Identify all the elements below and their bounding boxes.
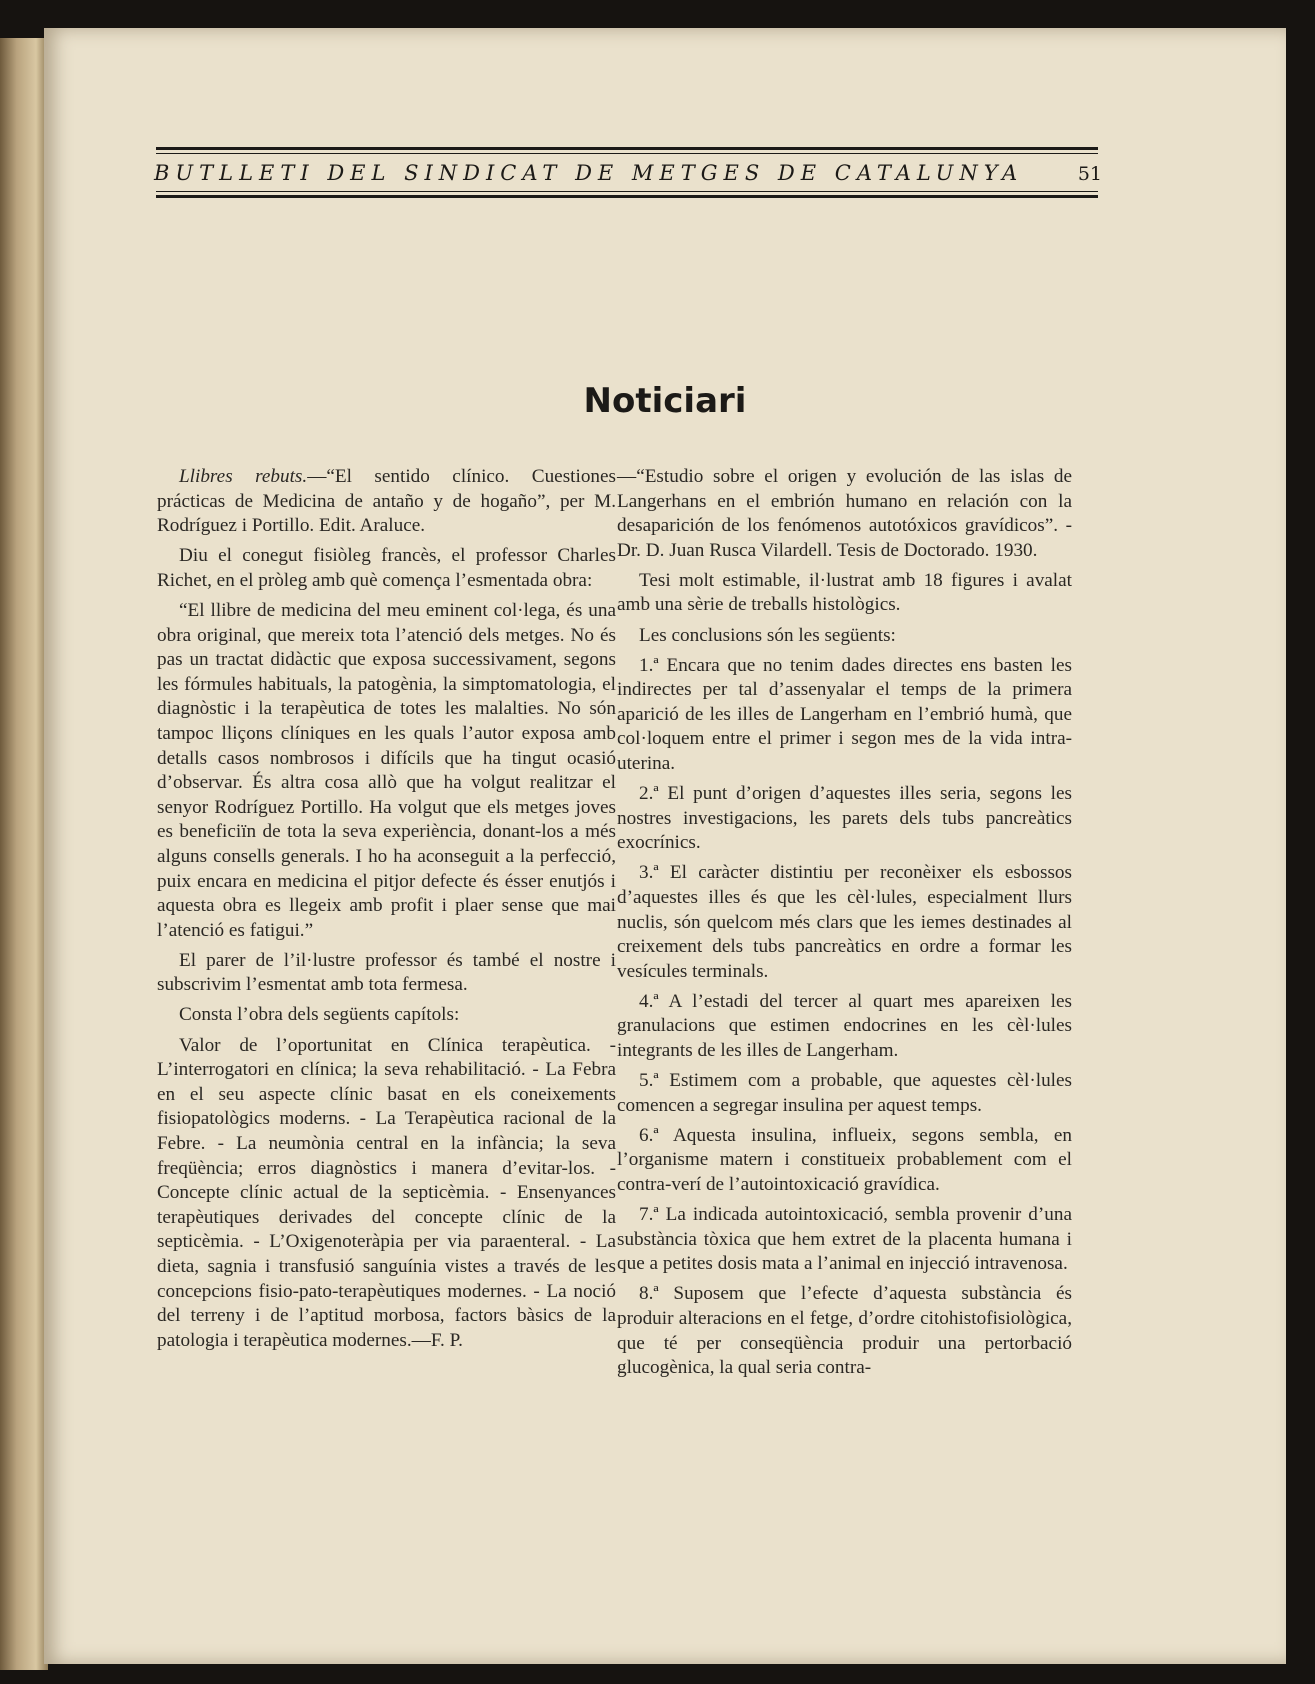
page-sheet	[44, 28, 1286, 1664]
running-title: BUTLLETI DEL SINDICAT DE METGES DE CATALUNYA	[154, 161, 1024, 185]
section-title: Noticiari	[583, 381, 747, 421]
header-rule-top-thin	[156, 153, 1098, 154]
paragraph: Consta l’obra dels següents capítols:	[179, 1004, 460, 1026]
conclusion-item: 5.ª Estimem com a probable, que aquestes cèl·lules comencen a segregar insulina per aquest temps.	[617, 1070, 1072, 1116]
conclusion-item: 2.ª El punt d’origen d’aquestes illes seria, segons les nostres investigacions, les parets dels tubs pancreàtics exocrínics.	[617, 783, 1072, 854]
conclusion-item: 4.ª A l’estadi del tercer al quart mes apareixen les granulacions que estimen endocrines en les cèl·lules integrants de les illes de Langerham.	[617, 990, 1072, 1062]
facing-page-edge	[0, 38, 48, 1670]
lead-in: Llibres rebuts.	[179, 466, 308, 487]
conclusion-item: 3.ª El caràcter distintiu per reconèixer els esbossos d’aquestes illes és que les cèl·lules, especialment llurs nuclis, són quelcom més clars que les iemes destinades al creixement dels tubs pancreàtics en ordre a formar les vesícules terminals.	[617, 862, 1072, 982]
page-number: 51	[1077, 163, 1102, 185]
conclusion-item: 1.ª Encara que no tenim dades directes ens basten les indirectes per tal d’assenyalar el temps de la primera aparició de les illes de Langerham en l’embrió humà, que col·loquem entre el primer i segon mes de la vida intra-uterina.	[617, 654, 1072, 775]
paragraph	[157, 465, 616, 539]
conclusion-item: 6.ª Aquesta insulina, influeix, segons sembla, en l’organisme matern i constitueix probablement com el contra-verí de l’autointoxicació gravídica.	[617, 1124, 1072, 1196]
right-column	[617, 465, 1072, 1386]
paragraph: El parer de l’il·lustre professor és també el nostre i subscrivim l’esmentat amb tota fermesa.	[157, 949, 616, 996]
running-head	[154, 161, 1102, 191]
conclusion-item: 8.ª Suposem que l’efecte d’aquesta substància és produir alteracions en el fetge, d’ordre citohistofisiològica, que té per conseqüència produir una pertorbació glucogènica, la qual seria contra-	[617, 1283, 1072, 1379]
paragraph-text: —“El sentido clínico. Cuestiones prácticas de Medicina de antaño y de hogaño”, per M. Rodríguez i Portillo. Edit. Araluce.	[157, 466, 616, 537]
header-rule-bottom-thin	[156, 191, 1098, 192]
header-rule-bottom-thick	[156, 195, 1098, 198]
conclusion-item: 7.ª La indicada autointoxicació, sembla provenir d’una substància tòxica que hem extret de la placenta humana i que a petites dosis mata a l’animal en injecció intravenosa.	[617, 1204, 1072, 1275]
header-rule-top-thick	[156, 147, 1098, 150]
left-column	[157, 465, 616, 1359]
quotation: “El llibre de medicina del meu eminent col·lega, és una obra original, que mereix tota l’atenció dels metges. No és pas un tractat didàctic que exposa successivament, segons les fórmules habituals, la patogènia, la simptomatologia, el diagnòstic i la terapèutica de totes les malalties. No són tampoc lliçons clíniques en les quals l’autor exposa amb detalls casos nombrosos i difícils que ha tingut ocasió d’observar. És altra cosa allò que ha volgut realitzar el senyor Rodríguez Portillo. Ha volgut que els metges joves es beneficiïn de tota la seva experiència, donant-los a més alguns consells generals. I ho ha aconseguit a la perfecció, puix encara en medicina el pitjor defecte és ésser enutjós i aquesta obra es llegeix amb profit i plaer sense que mai l’atenció es fatigui.”	[157, 599, 616, 941]
paragraph: Tesi molt estimable, il·lustrat amb 18 figures i avalat amb una sèrie de treballs histològics.	[617, 569, 1072, 616]
paragraph: —“Estudio sobre el origen y evolución de las islas de Langerhans en el embrión humano en relación con la desaparición de los fenómenos autotóxicos gravídicos”. - Dr. D. Juan Rusca Vilardell. Tesis de Doctorado. 1930.	[617, 466, 1072, 561]
paragraph: Diu el conegut fisiòleg francès, el professor Charles Richet, en el pròleg amb què comença l’esmentada obra:	[157, 545, 616, 591]
paragraph: Les conclusions són les següents:	[639, 624, 896, 646]
chapter-list: Valor de l’oportunitat en Clínica terapèutica. - L’interrogatori en clínica; la seva rehabilitació. - La Febra en el seu aspecte clínic basat en els coneixements fisiopatològics moderns. - La Terapèutica racional de la Febre. - La neumònia central en la infància; la seva freqüència; erros diagnòstics i manera d’evitar-los. - Concepte clínic actual de la septicèmia. - Ensenyances terapèutiques derivades del concepte clínic de la septicèmia. - L’Oxigenoteràpia per via paraenteral. - La dieta, sagnia i transfusió sanguínia vistes a través de les concepcions fisio-pato-terapèutiques modernes. - La noció del terreny i de l’aptitud morbosa, factors bàsics de la patologia i terapèutica modernes.—F. P.	[157, 1034, 616, 1351]
